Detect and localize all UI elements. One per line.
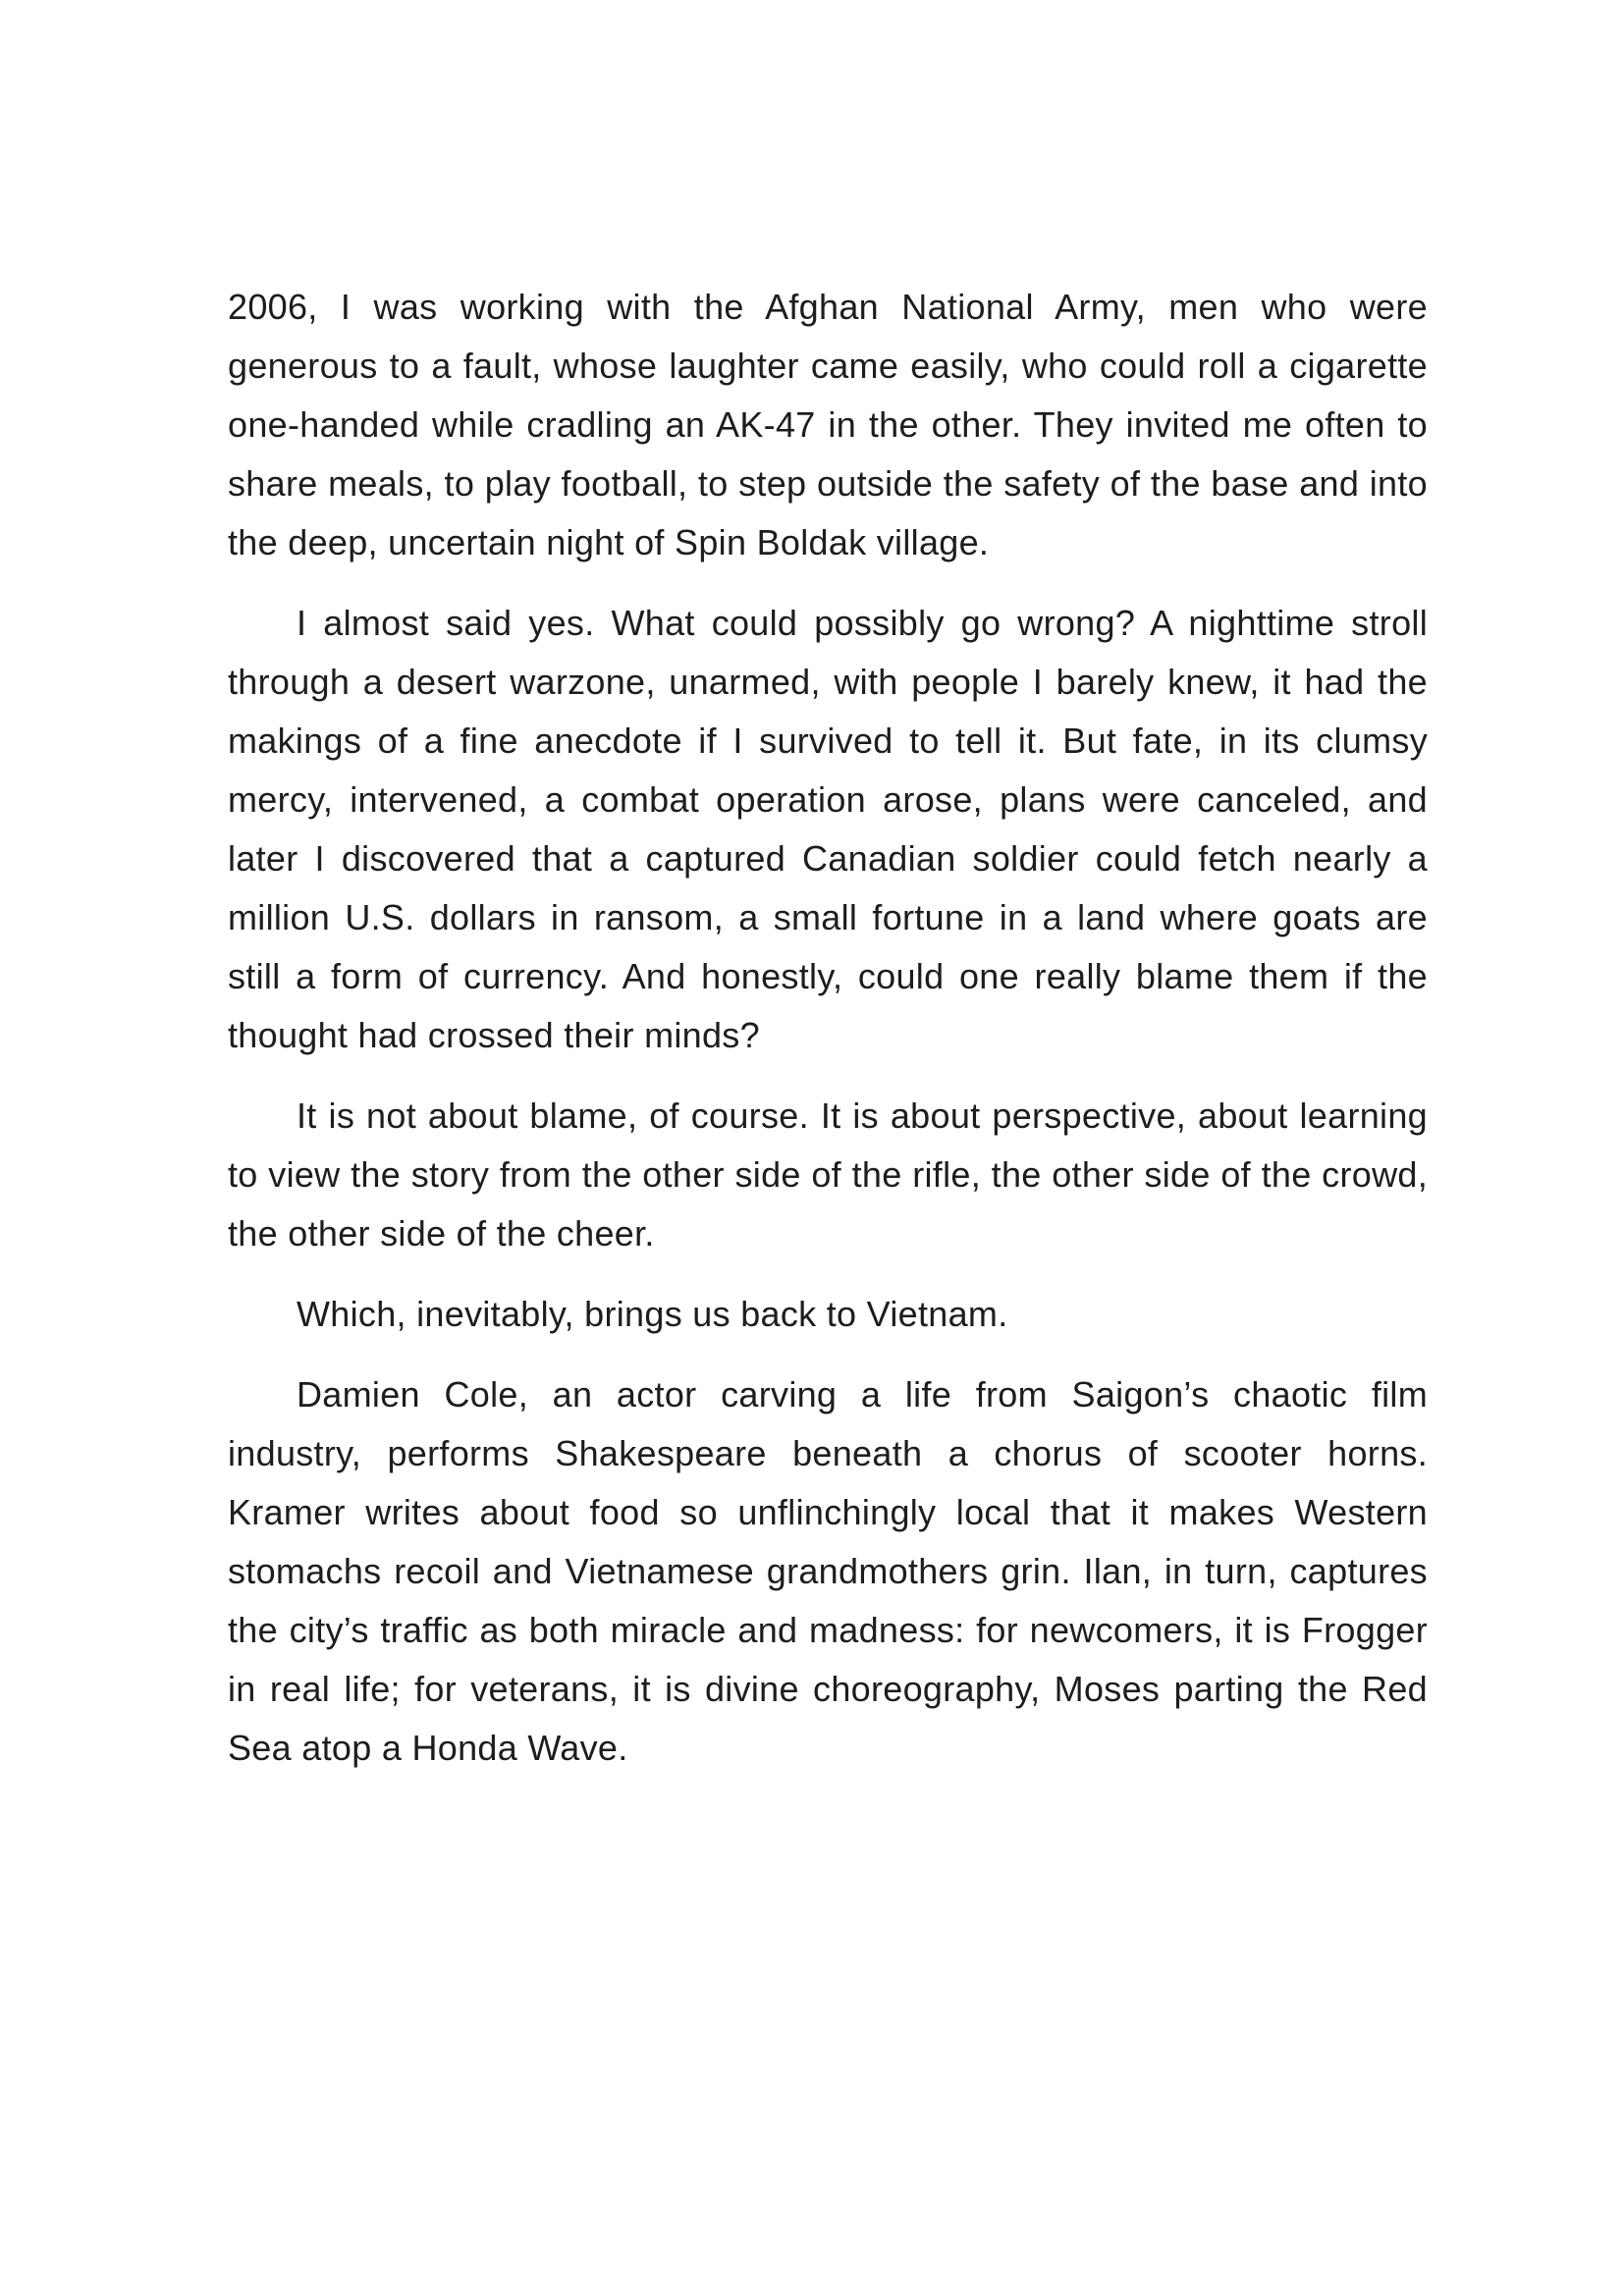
paragraph-3: It is not about blame, of course. It is about perspective, about learning to view the story from the other side of the rifle, the other side of the crowd, the other side of the cheer. (228, 1095, 1428, 1254)
paragraph-4: Which, inevitably, brings us back to Vietnam. (297, 1294, 1008, 1334)
body-text (228, 278, 1428, 1799)
paragraph-2: I almost said yes. What could possibly go wrong? A nighttime stroll through a desert warzone, unarmed, with people I barely knew, it had the makings of a fine anecdote if I survived to tell it. But fate, in its clumsy mercy, intervened, a combat operation arose, plans were canceled, and later I discovered that a captured Canadian soldier could fetch nearly a million U.S. dollars in ransom, a small fortune in a land where goats are still a form of currency. And honestly, could one really blame them if the thought had crossed their minds? (228, 603, 1428, 1055)
paragraph-5: Damien Cole, an actor carving a life from Saigon’s chaotic film industry, performs Shakespeare beneath a chorus of scooter horns. Kramer writes about food so unflinchingly local that it makes Western stomachs recoil and Vietnamese grandmothers grin. Ilan, in turn, captures the city’s traffic as both miracle and madness: for newcomers, it is Frogger in real life; for veterans, it is divine choreography, Moses parting the Red Sea atop a Honda Wave. (228, 1374, 1428, 1768)
paragraph-1: 2006, I was working with the Afghan National Army, men who were generous to a fault, whose laughter came easily, who could roll a cigarette one-handed while cradling an AK-47 in the other. They invited me often to share meals, to play football, to step outside the safety of the base and into the deep, uncertain night of Spin Boldak village. (228, 287, 1428, 562)
